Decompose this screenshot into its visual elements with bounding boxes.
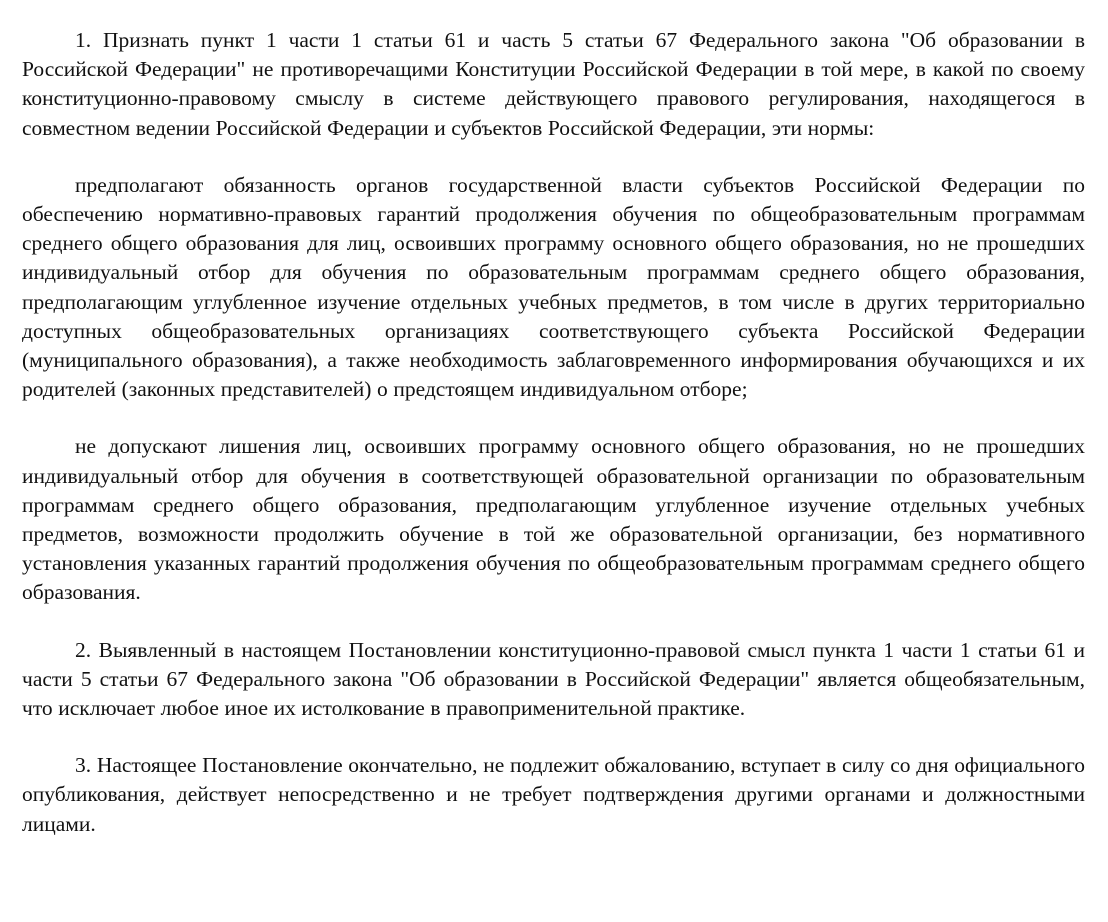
paragraph-item-3: 3. Настоящее Постановление окончательно, не подлежит обжалованию, вступает в силу со дня официального опубликования, действует непосредственно и не требует подтверждения другими органами и должностными лицами.	[22, 753, 1085, 836]
paragraph-item-1: 1. Признать пункт 1 части 1 статьи 61 и часть 5 статьи 67 Федерального закона "Об образовании в Российской Федерации" не противоречащими Конституции Российской Федерации в той мере, в какой по своему конституционно-правовому смыслу в системе действующего правового регулирования, находящегося в совместном ведении Российской Федерации и субъектов Российской Федерации, эти нормы:	[22, 28, 1085, 140]
paragraph-item-1-sub-2: не допускают лишения лиц, освоивших программу основного общего образования, но не прошедших индивидуальный отбор для обучения в соответствующей образовательной организации по образовательным программам среднего общего образования, предполагающим углубленное изучение отдельных учебных предметов, возможности продолжить обучение в той же образовательной организации, без нормативного установления указанных гарантий продолжения обучения по общеобразовательным программам среднего общего образования.	[22, 434, 1085, 605]
paragraph-item-1-sub-1: предполагают обязанность органов государственной власти субъектов Российской Федерации по обеспечению нормативно-правовых гарантий продолжения обучения по общеобразовательным программам среднего общего образования для лиц, освоивших программу основного общего образования, но не прошедших индивидуальный отбор для обучения по образовательным программам среднего общего образования, предполагающим углубленное изучение отдельных учебных предметов, в том числе в других территориально доступных общеобразовательных организациях соответствующего субъекта Российской Федерации (муниципального образования), а также необходимость заблаговременного информирования обучающихся и их родителей (законных представителей) о предстоящем индивидуальном отборе;	[22, 172, 1085, 402]
document-body	[22, 26, 1085, 839]
paragraph-item-2: 2. Выявленный в настоящем Постановлении конституционно-правовой смысл пункта 1 части 1 статьи 61 и части 5 статьи 67 Федерального закона "Об образовании в Российской Федерации" является общеобязательным, что исключает любое иное их истолкование в правоприменительной практике.	[22, 637, 1085, 721]
